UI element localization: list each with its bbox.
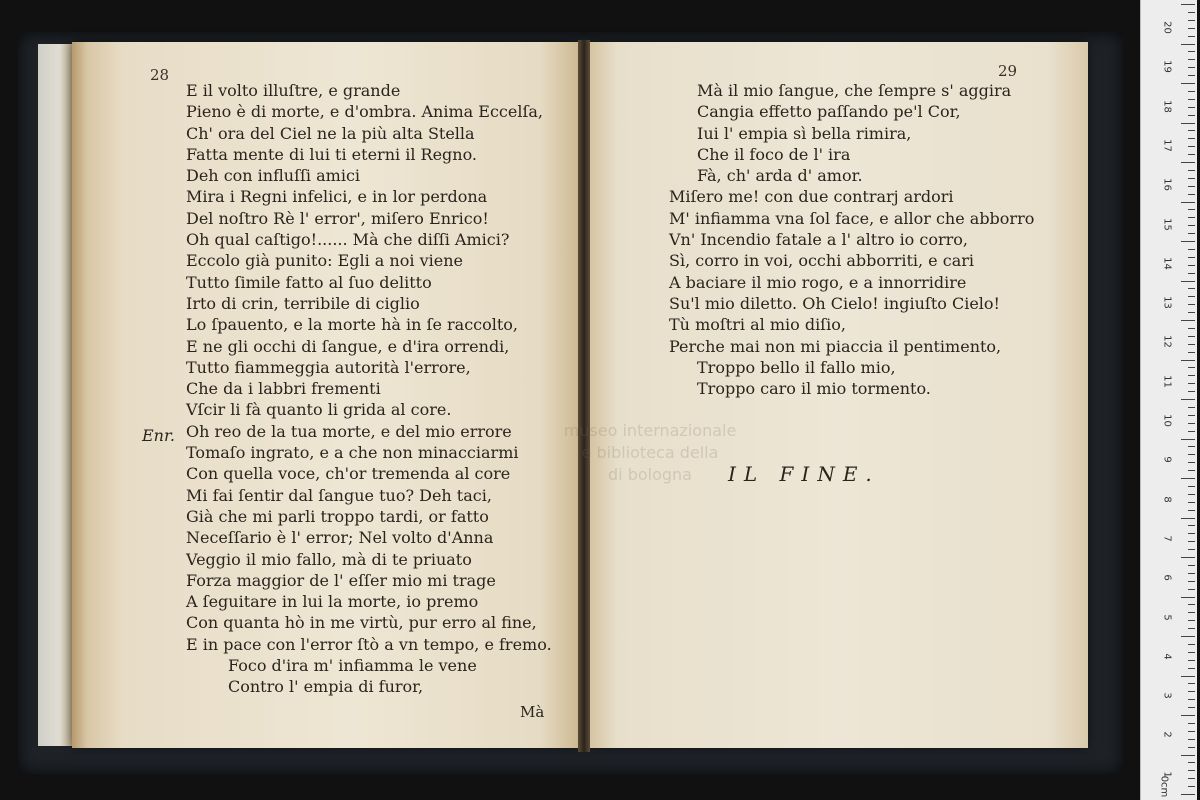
verse-line: M' infiamma vna ſol face, e allor che abborro bbox=[669, 208, 1035, 228]
ruler-tick bbox=[1188, 130, 1195, 131]
ruler-tick bbox=[1181, 478, 1195, 479]
verse-line: Con quella voce, ch'or tremenda al core bbox=[186, 464, 511, 484]
ruler-number: 13 bbox=[1161, 296, 1173, 309]
measurement-ruler bbox=[1140, 0, 1197, 800]
ruler-tick bbox=[1188, 691, 1195, 692]
verse-line: Foco d'ira m' infiamma le vene bbox=[228, 656, 477, 676]
ruler-tick bbox=[1188, 367, 1195, 368]
ruler-tick bbox=[1188, 778, 1195, 779]
verse-line: Cangia effetto paſſando pe'l Cor, bbox=[697, 102, 961, 122]
ruler-tick bbox=[1188, 265, 1195, 266]
ruler-number: 8 bbox=[1161, 495, 1173, 503]
ruler-tick bbox=[1188, 20, 1195, 21]
ruler-tick bbox=[1188, 565, 1195, 566]
verse-line: Neceſſario è l' error; Nel volto d'Anna bbox=[186, 528, 494, 548]
verse-line: Forza maggior de l' eſſer mio mi trage bbox=[186, 570, 496, 590]
ruler-tick bbox=[1188, 612, 1195, 613]
ruler-tick bbox=[1188, 178, 1195, 179]
ruler-tick bbox=[1188, 660, 1195, 661]
verse-line: Già che mi parli troppo tardi, or fatto bbox=[186, 506, 489, 526]
verse-line: Fà, ch' arda d' amor. bbox=[697, 166, 863, 186]
ruler-number: 19 bbox=[1161, 60, 1173, 74]
ruler-number: 7 bbox=[1161, 535, 1173, 542]
ruler-tick bbox=[1188, 415, 1195, 416]
ruler-tick bbox=[1188, 336, 1195, 337]
verse-line: Che da i labbri frementi bbox=[186, 379, 381, 399]
closing-title: IL FINE. bbox=[728, 462, 880, 486]
ruler-tick bbox=[1188, 525, 1195, 526]
verse-line: Oh qual caſtigo!...... Mà che diſſi Amici? bbox=[186, 230, 510, 250]
verse-line: Tomaſo ingrato, e a che non minacciarmi bbox=[186, 443, 519, 463]
verse-line: Fatta mente di lui ti eterni il Regno. bbox=[186, 144, 478, 164]
speaker-label: Enr. bbox=[142, 426, 175, 445]
ruler-tick bbox=[1181, 755, 1195, 756]
ruler-tick bbox=[1188, 249, 1195, 250]
ruler-tick bbox=[1181, 557, 1195, 558]
verse-line: Pieno è di morte, e d'ombra. Anima Eccelſa, bbox=[186, 102, 544, 122]
verse-line: Ch' ora del Ciel ne la più alta Stella bbox=[186, 123, 475, 143]
ruler-tick bbox=[1188, 304, 1195, 305]
ruler-number: 1 bbox=[1161, 771, 1173, 778]
verse-line: Veggio il mio fallo, mà di te priuato bbox=[186, 549, 472, 569]
ruler-tick bbox=[1181, 320, 1195, 321]
ruler-number: 2 bbox=[1161, 731, 1173, 739]
ruler-tick bbox=[1188, 652, 1195, 653]
ruler-tick bbox=[1188, 28, 1195, 29]
ruler-tick bbox=[1188, 541, 1195, 542]
ruler-tick bbox=[1188, 67, 1195, 68]
ruler-tick bbox=[1188, 510, 1195, 511]
ruler-tick bbox=[1181, 44, 1195, 45]
ruler-tick bbox=[1188, 747, 1195, 748]
ruler-tick bbox=[1188, 683, 1195, 684]
ruler-tick bbox=[1188, 51, 1195, 52]
ruler-number: 4 bbox=[1161, 653, 1173, 660]
watermark-line: e biblioteca della bbox=[581, 443, 719, 462]
ruler-number: 3 bbox=[1161, 692, 1173, 699]
ruler-tick bbox=[1181, 202, 1195, 203]
right-page-verse bbox=[669, 80, 1035, 399]
ruler-tick bbox=[1188, 273, 1195, 274]
ruler-tick bbox=[1181, 518, 1195, 519]
ruler-tick bbox=[1188, 446, 1195, 447]
ruler-tick bbox=[1181, 439, 1195, 440]
verse-line: Su'l mio diletto. Oh Cielo! ingiuſto Cielo! bbox=[669, 293, 1000, 313]
verse-line: Tù moſtri al mio diſio, bbox=[669, 315, 846, 335]
ruler-tick bbox=[1181, 123, 1195, 124]
ruler-tick bbox=[1181, 241, 1195, 242]
ruler-tick bbox=[1188, 707, 1195, 708]
ruler-tick bbox=[1188, 91, 1195, 92]
ruler-number: 11 bbox=[1161, 374, 1173, 388]
ruler-tick bbox=[1188, 217, 1195, 218]
ruler-tick bbox=[1181, 794, 1195, 795]
ruler-tick bbox=[1188, 573, 1195, 574]
verse-line: Tutto fiammeggia autorità l'errore, bbox=[186, 357, 471, 377]
verse-line: Del noſtro Rè l' error', miſero Enrico! bbox=[186, 208, 489, 228]
ruler-tick bbox=[1188, 423, 1195, 424]
ruler-tick bbox=[1188, 644, 1195, 645]
ruler-tick bbox=[1188, 99, 1195, 100]
ruler-number: 16 bbox=[1161, 178, 1173, 192]
ruler-tick bbox=[1188, 170, 1195, 171]
ruler-tick bbox=[1181, 636, 1195, 637]
verse-line: Troppo caro il mio tormento. bbox=[697, 379, 931, 399]
ruler-number: 15 bbox=[1161, 217, 1173, 231]
ruler-number: 6 bbox=[1161, 574, 1173, 581]
ruler-tick bbox=[1188, 194, 1195, 195]
verse-line: Troppo bello il fallo mio, bbox=[697, 357, 896, 377]
ruler-tick bbox=[1188, 352, 1195, 353]
ruler-tick bbox=[1181, 676, 1195, 677]
ruler-tick bbox=[1188, 723, 1195, 724]
verse-line: E in pace con l'error ſtò a vn tempo, e fremo. bbox=[186, 634, 552, 654]
ruler-tick bbox=[1188, 486, 1195, 487]
ruler-tick bbox=[1188, 115, 1195, 116]
ruler-tick bbox=[1188, 533, 1195, 534]
ruler-tick bbox=[1188, 731, 1195, 732]
verse-line: E il volto illuſtre, e grande bbox=[186, 81, 401, 100]
verse-line: Sì, corro in voi, occhi abborriti, e cari bbox=[669, 251, 974, 271]
ruler-tick bbox=[1181, 281, 1195, 282]
ruler-tick bbox=[1188, 312, 1195, 313]
ruler-tick bbox=[1188, 770, 1195, 771]
ruler-tick bbox=[1188, 225, 1195, 226]
left-page-verse bbox=[186, 80, 552, 698]
ruler-tick bbox=[1188, 146, 1195, 147]
ruler-number: 12 bbox=[1161, 335, 1173, 349]
ruler-tick bbox=[1188, 288, 1195, 289]
ruler-number: 14 bbox=[1161, 256, 1173, 270]
verse-line: Mà il mio ſangue, che ſempre s' aggira bbox=[697, 81, 1012, 100]
ruler-tick bbox=[1188, 668, 1195, 669]
ruler-tick bbox=[1188, 186, 1195, 187]
ruler-tick bbox=[1188, 454, 1195, 455]
verse-line: Tutto ſimile fatto al ſuo delitto bbox=[186, 272, 432, 292]
ruler-tick bbox=[1188, 107, 1195, 108]
ruler-tick bbox=[1181, 597, 1195, 598]
ruler-unit: 0cm bbox=[1158, 775, 1170, 798]
ruler-tick bbox=[1188, 154, 1195, 155]
ruler-tick bbox=[1188, 257, 1195, 258]
ruler-tick bbox=[1188, 233, 1195, 234]
ruler-tick bbox=[1188, 138, 1195, 139]
verse-line: Irto di crin, terribile di ciglio bbox=[186, 293, 420, 313]
verse-line: Che il foco de l' ira bbox=[697, 144, 851, 164]
ruler-tick bbox=[1188, 581, 1195, 582]
watermark-line: museo internazionale bbox=[563, 421, 737, 440]
verse-line: Perche mai non mi piaccia il pentimento, bbox=[669, 336, 1002, 356]
ruler-tick bbox=[1188, 502, 1195, 503]
ruler-tick bbox=[1188, 59, 1195, 60]
verse-line: E ne gli occhi di ſangue, e d'ira orrendi, bbox=[186, 336, 510, 356]
verse-line: Miſero me! con due contrarj ardori bbox=[669, 187, 954, 207]
ruler-number: 17 bbox=[1161, 139, 1173, 152]
verse-line: Deh con influſſi amici bbox=[186, 166, 361, 186]
ruler-tick bbox=[1188, 209, 1195, 210]
ruler-tick bbox=[1188, 75, 1195, 76]
book-gutter bbox=[578, 40, 590, 752]
verse-line: Eccolo già punito: Egli a noi viene bbox=[186, 251, 463, 271]
verse-line: Con quanta hò in me virtù, pur erro al fine, bbox=[186, 613, 537, 633]
ruler-tick bbox=[1181, 83, 1195, 84]
ruler-tick bbox=[1181, 4, 1195, 5]
verse-line: A ſeguitare in lui la morte, io premo bbox=[186, 592, 479, 612]
ruler-tick bbox=[1188, 739, 1195, 740]
verse-line: Oh reo de la tua morte, e del mio errore bbox=[186, 421, 512, 441]
ruler-tick bbox=[1188, 462, 1195, 463]
ruler-tick bbox=[1188, 494, 1195, 495]
ruler-tick bbox=[1188, 470, 1195, 471]
verse-line: Mi fai ſentir dal ſangue tuo? Deh taci, bbox=[186, 485, 492, 505]
verse-line: Contro l' empia di furor, bbox=[228, 677, 424, 697]
ruler-tick bbox=[1188, 375, 1195, 376]
ruler-tick bbox=[1181, 715, 1195, 716]
verse-line: Vn' Incendio fatale a l' altro io corro, bbox=[669, 230, 969, 250]
ruler-tick bbox=[1188, 407, 1195, 408]
ruler-tick bbox=[1188, 620, 1195, 621]
ruler-tick bbox=[1181, 162, 1195, 163]
ruler-tick bbox=[1188, 383, 1195, 384]
ruler-tick bbox=[1188, 431, 1195, 432]
ruler-number: 9 bbox=[1161, 456, 1173, 463]
ruler-tick bbox=[1188, 36, 1195, 37]
ruler-tick bbox=[1188, 328, 1195, 329]
ruler-tick bbox=[1188, 628, 1195, 629]
ruler-tick bbox=[1188, 549, 1195, 550]
ruler-tick bbox=[1188, 604, 1195, 605]
ruler-tick bbox=[1188, 589, 1195, 590]
ruler-tick bbox=[1188, 762, 1195, 763]
ruler-tick bbox=[1188, 786, 1195, 787]
ruler-number: 20 bbox=[1161, 21, 1173, 34]
ruler-tick bbox=[1188, 344, 1195, 345]
ruler-tick bbox=[1188, 391, 1195, 392]
verse-line: Vſcir li fà quanto li grida al core. bbox=[186, 400, 452, 420]
library-watermark bbox=[470, 420, 830, 486]
catchword: Mà bbox=[520, 703, 545, 721]
ruler-tick bbox=[1181, 360, 1195, 361]
ruler-tick bbox=[1188, 12, 1195, 13]
watermark-line: di bologna bbox=[608, 465, 692, 484]
ruler-tick bbox=[1188, 296, 1195, 297]
ruler-number: 18 bbox=[1161, 99, 1173, 113]
ruler-tick bbox=[1181, 399, 1195, 400]
ruler-number: 10 bbox=[1161, 414, 1173, 427]
ruler-number: 5 bbox=[1161, 613, 1173, 621]
ruler-tick bbox=[1188, 699, 1195, 700]
verse-line: Lo ſpauento, e la morte hà in ſe raccolto, bbox=[186, 315, 519, 335]
right-page-number: 29 bbox=[998, 62, 1018, 80]
verse-line: Mira i Regni infelici, e in lor perdona bbox=[186, 187, 488, 207]
page-edge-stack bbox=[38, 44, 74, 746]
verse-line: A baciare il mio rogo, e a innorridire bbox=[669, 272, 967, 292]
left-page-number: 28 bbox=[150, 66, 170, 84]
verse-line: Iui l' empia sì bella rimira, bbox=[697, 123, 912, 143]
